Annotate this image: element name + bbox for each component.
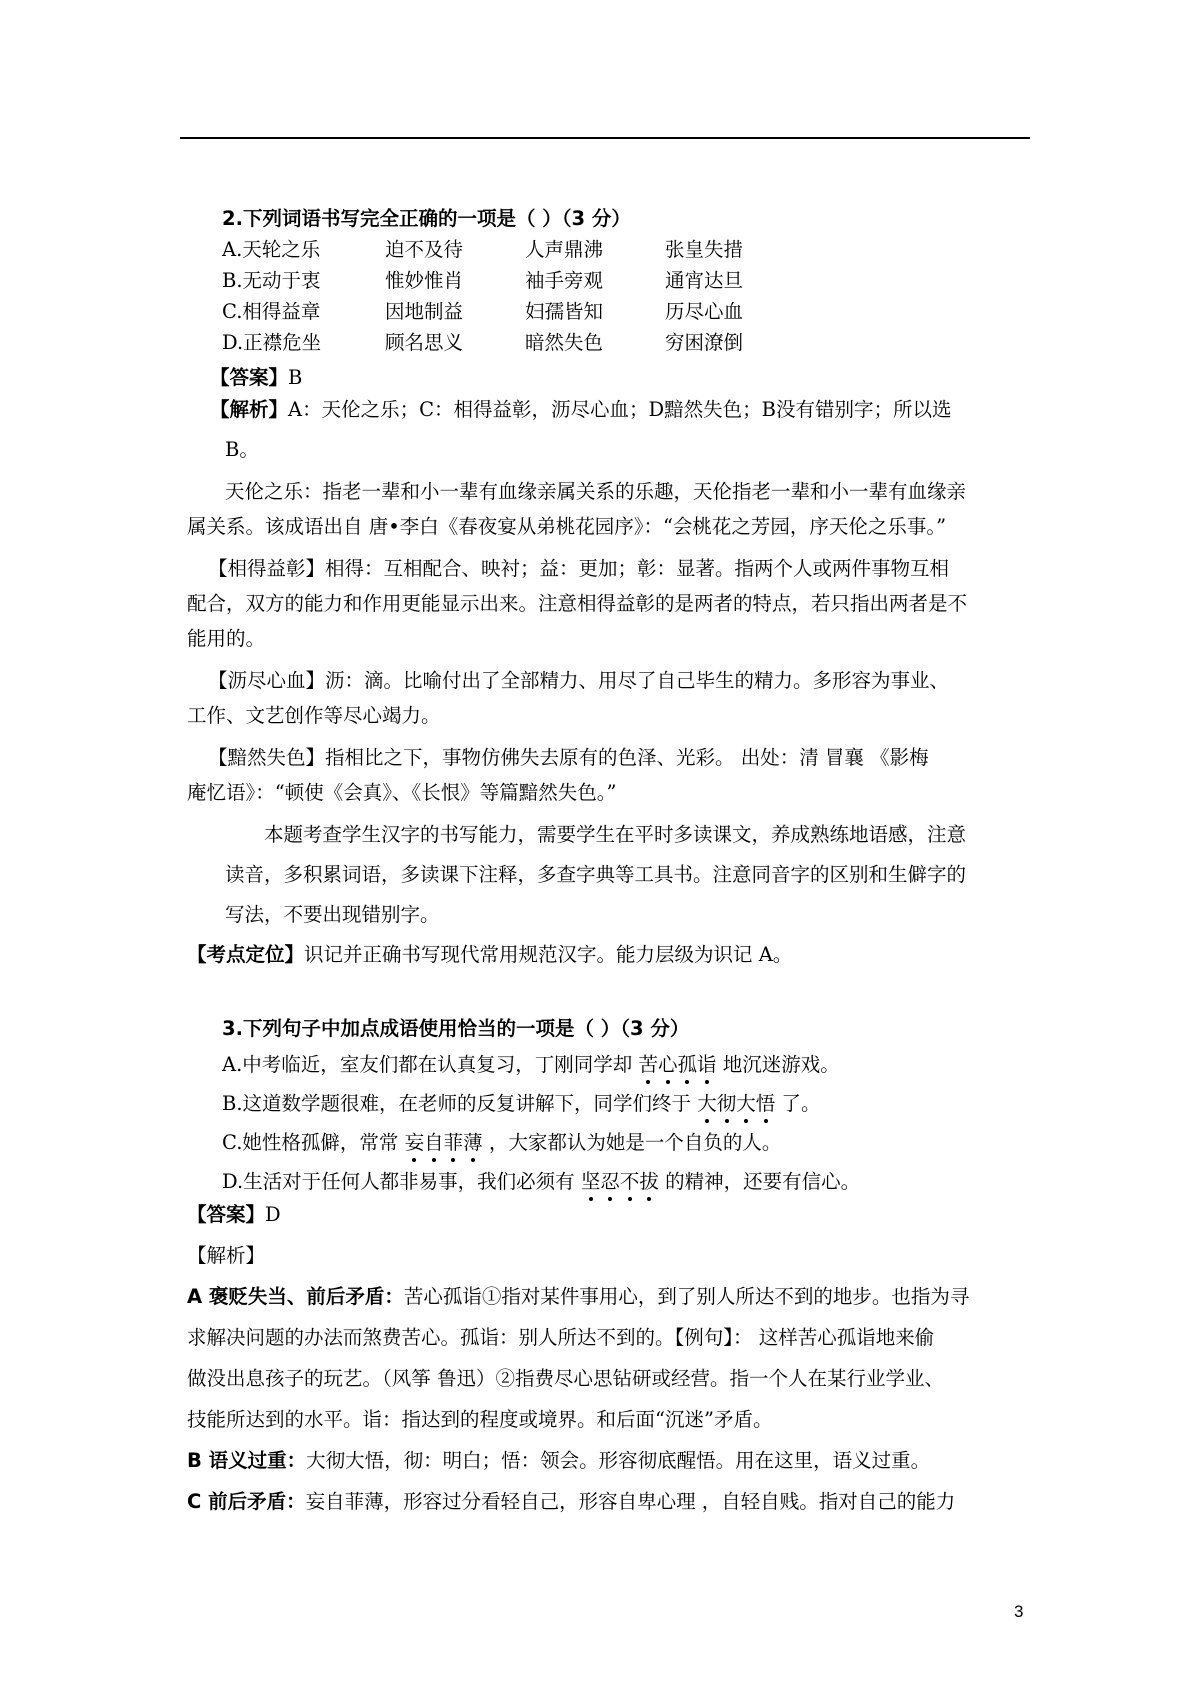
paragraph: 写法，不要出现错别字。 xyxy=(225,903,440,926)
answer-value: B xyxy=(288,366,303,389)
dotted-idiom xyxy=(581,1170,659,1193)
answer-tag: 【答案】 xyxy=(187,1203,266,1226)
option-text: C.她性格孤僻，常常 xyxy=(222,1131,405,1154)
option-word: 顾名思义 xyxy=(385,331,464,354)
analysis-text: 求解决问题的办法而煞费苦心。孤诣：别人所达不到的。【例句】： 这样苦心孤诣地来偷 xyxy=(187,1326,935,1349)
paragraph: 属关系。该成语出自 唐•李白《春夜宴从弟桃花园序》：“会桃花之芳园，序天伦之乐事。” xyxy=(187,515,947,538)
q2-option-a xyxy=(222,237,744,263)
analysis-text: 大彻大悟，彻：明白；悟：领会。形容彻底醒悟。用在这里，语义过重。 xyxy=(306,1449,931,1472)
option-word: 历尽心血 xyxy=(665,300,744,323)
header-rule xyxy=(180,137,1030,139)
q3-option-a xyxy=(222,1052,840,1078)
paragraph: 庵忆语》：“顿使《会真》、《长恨》等篇黯然失色。” xyxy=(187,781,617,804)
analysis-text: A：天伦之乐；C：相得益彰，沥尽心血；D黯然失色；B没有错别字；所以选 xyxy=(288,398,952,421)
q3-option-d xyxy=(222,1169,860,1195)
option-label: B.无动于衷 xyxy=(222,269,321,292)
emphasis-dot-char: 妄 xyxy=(404,1131,425,1154)
paragraph: 本题考查学生汉字的书写能力，需要学生在平时多读课文，养成熟练地语感，注意 xyxy=(264,823,967,846)
option-word: 通宵达旦 xyxy=(665,269,744,292)
emphasis-dot-char: 苦 xyxy=(638,1053,658,1076)
paragraph: 工作、文艺创作等尽心竭力。 xyxy=(187,704,441,727)
option-word: 袖手旁观 xyxy=(525,269,604,292)
page-number: 3 xyxy=(1014,1602,1024,1621)
emphasis-dot-char: 孤 xyxy=(677,1053,698,1076)
option-text: ，大家都认为她是一个自负的人。 xyxy=(482,1131,782,1154)
q2-analysis xyxy=(210,397,951,423)
analysis-c xyxy=(187,1489,955,1515)
q2-option-c xyxy=(222,299,744,325)
analysis-b xyxy=(187,1448,930,1474)
option-word: 迫不及待 xyxy=(385,238,464,261)
dotted-idiom xyxy=(405,1131,483,1154)
analysis-text: B。 xyxy=(225,438,259,461)
paragraph: 天伦之乐：指老一辈和小一辈有血缘亲属关系的乐趣，天伦指老一辈和小一辈有血缘亲 xyxy=(225,480,967,503)
option-word: 妇孺皆知 xyxy=(525,300,604,323)
emphasis-dot-char: 诣 xyxy=(697,1053,717,1076)
emphasis-dot-char: 自 xyxy=(424,1131,444,1154)
option-label: A.天轮之乐 xyxy=(222,238,321,261)
key-point xyxy=(187,942,792,968)
q2-option-d xyxy=(222,330,744,356)
paragraph: 读音，多积累词语，多读课下注释，多查字典等工具书。注意同音字的区别和生僻字的 xyxy=(225,863,967,886)
option-text: B.这道数学题很难，在老师的反复讲解下，同学们终于 xyxy=(222,1092,698,1115)
paragraph: 能用的。 xyxy=(187,627,266,650)
analysis-a xyxy=(187,1284,969,1310)
analysis-text: 苦心孤诣①指对某件事用心，到了别人所达不到的地步。也指为寻 xyxy=(403,1285,970,1308)
analysis-tag: 【解析】 xyxy=(210,398,289,421)
key-point-text: 识记并正确书写现代常用规范汉字。能力层级为识记 A。 xyxy=(304,943,793,966)
option-word: 因地制益 xyxy=(385,300,464,323)
emphasis-dot-char: 不 xyxy=(619,1170,640,1193)
analysis-text: 技能所达到的水平。诣：指达到的程度或境界。和后面“沉迷”矛盾。 xyxy=(187,1408,773,1431)
emphasis-dot-char: 坚 xyxy=(580,1170,601,1193)
option-label: D.正襟危坐 xyxy=(222,331,322,354)
option-label: C.相得益章 xyxy=(222,300,321,323)
q3-option-b xyxy=(222,1091,821,1117)
dotted-idiom xyxy=(638,1053,716,1076)
option-word: 张皇失措 xyxy=(665,238,744,261)
option-text: 的精神，还要有信心。 xyxy=(658,1170,861,1193)
paragraph: 【黯然失色】指相比之下，事物仿佛失去原有的色泽、光彩。 出处：清 冒襄 《影梅 xyxy=(208,746,929,769)
emphasis-dot-char: 心 xyxy=(658,1053,678,1076)
q2-title: 2.下列词语书写完全正确的一项是（ ）（3 分） xyxy=(222,207,631,230)
q2-option-b xyxy=(222,268,744,294)
analysis-tag: 【解析】 xyxy=(187,1244,266,1267)
emphasis-dot-char: 大 xyxy=(736,1092,756,1115)
emphasis-dot-char: 彻 xyxy=(716,1092,737,1115)
emphasis-dot-char: 忍 xyxy=(600,1170,620,1193)
q3-option-c xyxy=(222,1130,781,1156)
option-text: 了。 xyxy=(775,1092,821,1115)
paragraph: 【相得益彰】相得：互相配合、映衬；益：更加；彰：显著。指两个人或两件事物互相 xyxy=(208,557,950,580)
key-point-tag: 【考点定位】 xyxy=(187,943,305,966)
answer-value: D xyxy=(265,1203,281,1226)
analysis-c-tag: C 前后矛盾： xyxy=(187,1490,306,1513)
analysis-a-tag: A 褒贬失当、前后矛盾： xyxy=(187,1285,404,1308)
option-text: D.生活对于任何人都非易事，我们必须有 xyxy=(222,1170,581,1193)
q3-answer xyxy=(187,1202,281,1228)
paragraph: 配合，双方的能力和作用更能显示出来。注意相得益彰的是两者的特点，若只指出两者是不 xyxy=(187,592,968,615)
q3-title: 3.下列句子中加点成语使用恰当的一项是（ ）（3 分） xyxy=(222,1017,690,1040)
dotted-idiom xyxy=(697,1092,775,1115)
option-text: A.中考临近，室友们都在认真复习，丁刚同学却 xyxy=(222,1053,639,1076)
emphasis-dot-char: 薄 xyxy=(463,1131,483,1154)
q2-answer xyxy=(210,365,302,391)
option-word: 暗然失色 xyxy=(525,331,604,354)
option-word: 惟妙惟肖 xyxy=(385,269,464,292)
analysis-text: 妄自菲薄，形容过分看轻自己，形容自卑心理 ，自轻自贱。指对自己的能力 xyxy=(305,1490,956,1513)
emphasis-dot-char: 拔 xyxy=(639,1170,659,1193)
analysis-text: 做没出息孩子的玩艺。（风筝 鲁迅）②指费尽心思钻研或经营。指一个人在某行业学业、 xyxy=(187,1367,944,1390)
analysis-b-tag: B 语义过重： xyxy=(187,1449,307,1472)
answer-tag: 【答案】 xyxy=(210,366,289,389)
emphasis-dot-char: 大 xyxy=(697,1092,717,1115)
paragraph: 【沥尽心血】沥：滴。比喻付出了全部精力、用尽了自己毕生的精力。多形容为事业、 xyxy=(208,669,950,692)
option-word: 人声鼎沸 xyxy=(525,238,604,261)
option-word: 穷困潦倒 xyxy=(665,331,744,354)
option-text: 地沉迷游戏。 xyxy=(716,1053,840,1076)
emphasis-dot-char: 菲 xyxy=(443,1131,464,1154)
emphasis-dot-char: 悟 xyxy=(755,1092,776,1115)
